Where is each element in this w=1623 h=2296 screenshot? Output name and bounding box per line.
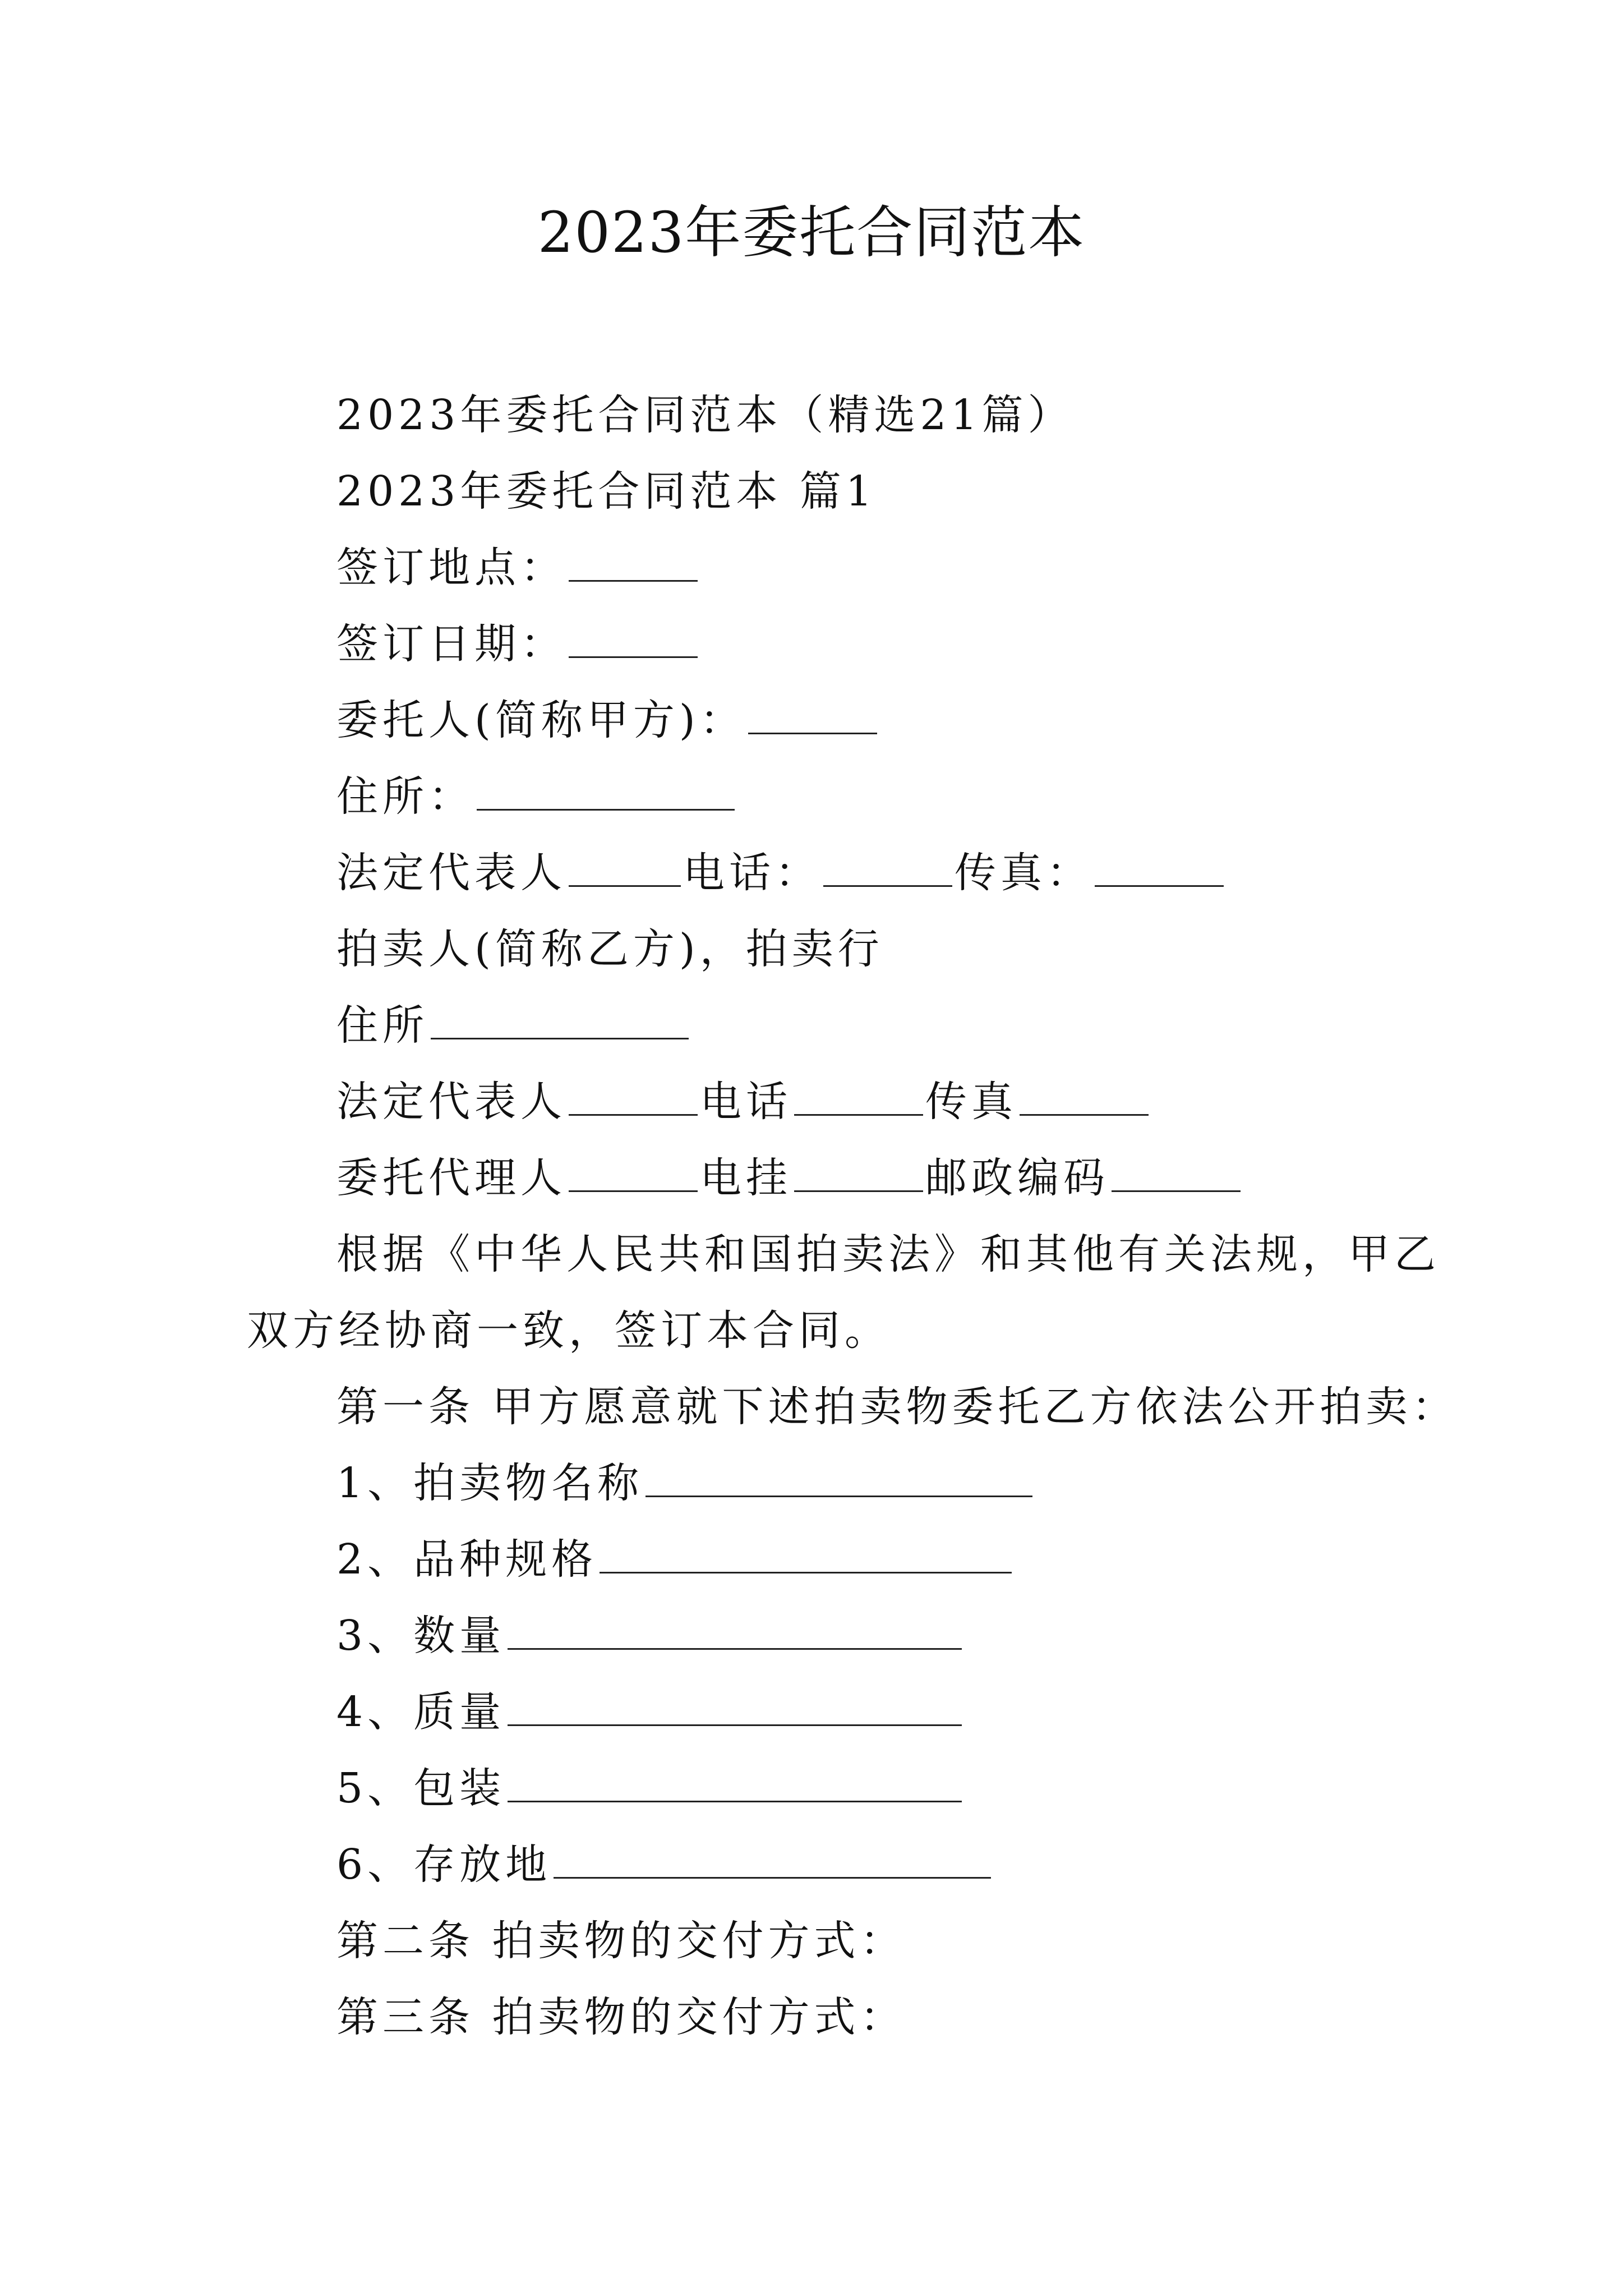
phone2-blank[interactable]: [794, 1077, 923, 1116]
item2-label: 2、品种规格: [336, 1535, 598, 1584]
rep2-row: [336, 1074, 1151, 1130]
postcode-label: 邮政编码: [925, 1154, 1109, 1202]
client-label: 委托人(简称甲方)：: [336, 696, 746, 744]
agent-row: [336, 1150, 1243, 1206]
client-row: [336, 692, 879, 748]
article1: 第一条 甲方愿意就下述拍卖物委托乙方依法公开拍卖：: [336, 1383, 1458, 1431]
article3: 第三条 拍卖物的交付方式：: [336, 1993, 906, 2041]
sign-place-blank[interactable]: [569, 543, 698, 582]
item3-label: 3、数量: [336, 1612, 506, 1660]
part-heading: 2023年委托合同范本 篇1: [336, 467, 877, 516]
address2-label: 住所: [336, 1001, 428, 1050]
item5-row: [336, 1760, 964, 1816]
phone3-blank[interactable]: [794, 1153, 923, 1192]
sign-date-blank[interactable]: [569, 619, 698, 658]
rep1-row: [336, 845, 1226, 901]
fax1-label: 传真：: [955, 849, 1092, 897]
address2-row: [336, 997, 691, 1053]
phone1-blank[interactable]: [823, 848, 952, 887]
item5-blank[interactable]: [508, 1764, 962, 1802]
client-blank[interactable]: [748, 696, 877, 734]
subtitle: 2023年委托合同范本（精选21篇）: [336, 391, 1074, 439]
address2-blank[interactable]: [431, 1001, 689, 1039]
item4-label: 4、质量: [336, 1688, 506, 1736]
basis-paragraph-line2: 双方经协商一致，签订本合同。: [247, 1306, 891, 1355]
phone1-label: 电话：: [683, 849, 821, 897]
rep2-blank[interactable]: [569, 1077, 698, 1116]
item4-row: [336, 1684, 964, 1740]
fax2-label: 传真: [925, 1078, 1017, 1126]
sign-date-label: 签订日期：: [336, 620, 566, 668]
fax1-blank[interactable]: [1095, 848, 1224, 887]
item6-label: 6、存放地: [336, 1841, 552, 1889]
item3-row: [336, 1608, 964, 1664]
rep1-blank[interactable]: [569, 848, 681, 887]
sign-place-row: [336, 540, 700, 596]
address1-label: 住所：: [336, 772, 474, 821]
item3-blank[interactable]: [508, 1611, 962, 1650]
fax2-blank[interactable]: [1020, 1077, 1149, 1116]
item1-blank[interactable]: [645, 1458, 1032, 1497]
postcode-blank[interactable]: [1112, 1153, 1241, 1192]
rep2-label: 法定代表人: [336, 1078, 566, 1126]
item1-label: 1、拍卖物名称: [336, 1459, 644, 1507]
sign-date-row: [336, 616, 700, 672]
agent-blank[interactable]: [569, 1153, 698, 1192]
address1-row: [336, 769, 737, 825]
agent-label: 委托代理人: [336, 1154, 566, 1202]
item6-row: [336, 1837, 993, 1893]
item4-blank[interactable]: [508, 1687, 962, 1726]
item2-blank[interactable]: [600, 1535, 1012, 1573]
item6-blank[interactable]: [554, 1840, 991, 1879]
rep1-label: 法定代表人: [336, 849, 566, 897]
auctioneer-row: 拍卖人(简称乙方)，拍卖行: [336, 925, 884, 973]
article2: 第二条 拍卖物的交付方式：: [336, 1917, 906, 1965]
phone2-label: 电话: [700, 1078, 792, 1126]
address1-blank[interactable]: [477, 772, 735, 811]
basis-paragraph-line1: 根据《中华人民共和国拍卖法》和其他有关法规，甲乙: [336, 1230, 1440, 1278]
item2-row: [336, 1531, 1014, 1588]
item5-label: 5、包装: [336, 1764, 506, 1812]
item1-row: [336, 1455, 1035, 1511]
phone3-label: 电挂: [700, 1154, 792, 1202]
document-title: 2023年委托合同范本: [537, 200, 1086, 265]
sign-place-label: 签订地点：: [336, 544, 566, 592]
